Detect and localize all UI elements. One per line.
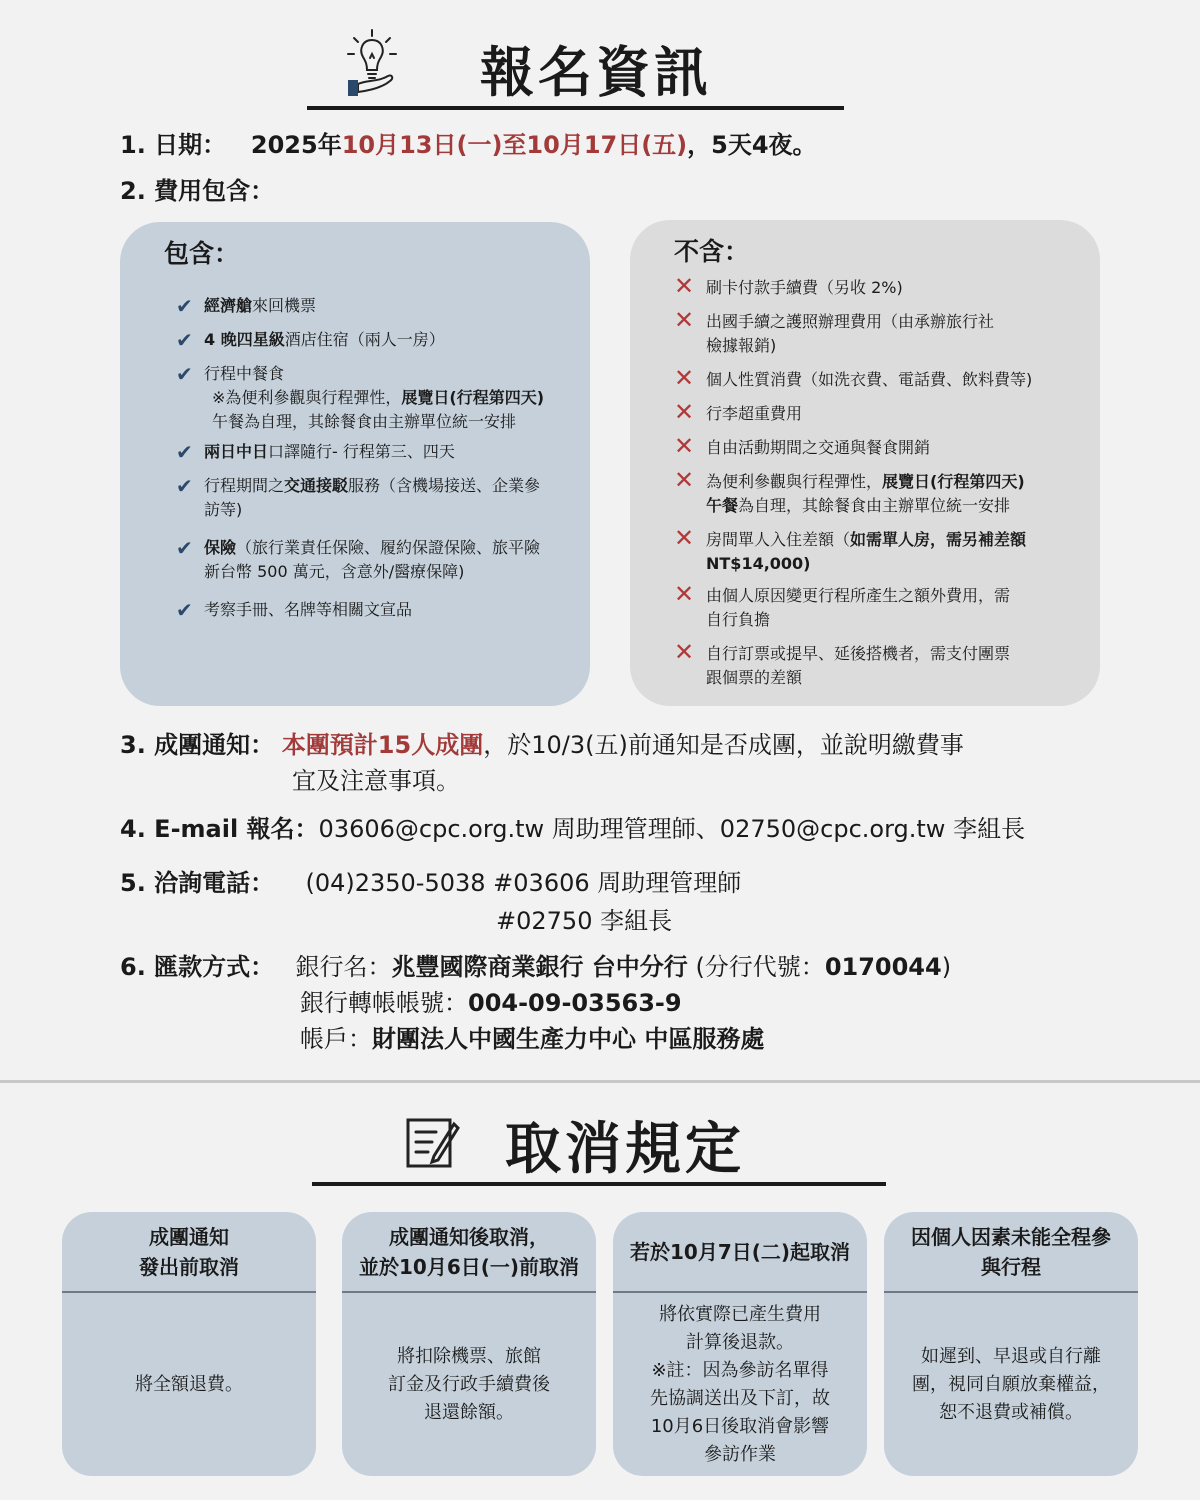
date-range: 10月13日(一)至10月17日(五) <box>341 131 688 159</box>
date-line <box>120 128 817 162</box>
title-underline <box>312 1182 886 1186</box>
date-suffix: ，5天4夜。 <box>687 131 817 159</box>
cancel-card-body: 將扣除機票、旅館 訂金及行政手續費後 退還餘額。 <box>388 1346 550 1423</box>
included-item: ✔ 4 晚四星級酒店住宿（兩人一房） <box>176 328 445 352</box>
phone-label: 5. 洽詢電話： <box>120 869 275 897</box>
phone-line <box>120 866 741 900</box>
excluded-item: ✕ 行李超重費用 <box>674 398 803 426</box>
cancel-card-body: 將依實際已產生費用 計算後退款。 ※註：因為參訪名單得 先協調送出及下訂，故 10月6日後取消會影響 參訪作業 <box>650 1304 830 1465</box>
checkmark-icon: ✔ <box>176 440 193 464</box>
fee-label: 2. 費用包含： <box>120 177 275 205</box>
payment-line: 6. 匯款方式： 銀行名：兆豐國際商業銀行 台中分行 (分行代號：0170044) <box>120 953 952 981</box>
holder-line: 帳戶：財團法人中國生產力中心 中區服務處 <box>300 1025 765 1053</box>
cross-icon: ✕ <box>674 638 695 666</box>
email-line <box>120 812 1025 846</box>
excluded-item: ✕ 出國手續之護照辦理費用（由承辦旅行社 檢據報銷) <box>674 306 995 355</box>
checkmark-icon: ✔ <box>176 536 193 560</box>
account-line: 銀行轉帳帳號：004-09-03563-9 <box>300 989 682 1017</box>
cancel-card <box>613 1212 867 1476</box>
payment-label: 6. 匯款方式： <box>120 953 275 981</box>
account-holder: 財團法人中國生產力中心 中區服務處 <box>372 1025 765 1053</box>
cancel-card <box>342 1212 596 1476</box>
cancel-card-body: 將全額退費。 <box>135 1374 243 1395</box>
cancel-card-head: 若於10月7日(二)起取消 <box>629 1240 851 1264</box>
cancel-card <box>884 1212 1138 1476</box>
phone-extension: #02750 李組長 <box>496 907 673 935</box>
cancel-card-head: 因個人因素未能全程參 與行程 <box>911 1225 1111 1279</box>
excluded-heading: 不含： <box>674 237 750 266</box>
date-label: 1. 日期： <box>120 131 227 159</box>
bank-name: 兆豐國際商業銀行 台中分行 <box>391 953 688 981</box>
excluded-item: ✕ 房間單人入住差額（如需單人房，需另補差額 NT$14,000) <box>674 524 1027 573</box>
notice-highlight: 本團預計15人成團 <box>281 731 484 759</box>
email-text: 03606@cpc.org.tw 周助理管理師、02750@cpc.org.tw 李組長 <box>318 815 1026 843</box>
excluded-item: ✕ 為便利參觀與行程彈性，展覽日(行程第四天) 午餐為自理，其餘餐食由主辦單位統一安排 <box>674 466 1025 515</box>
included-item: ✔ 保險（旅行業責任保險、履約保證保險、旅平險 新台幣 500 萬元，含意外/醫療保障) <box>176 536 541 581</box>
email-label: 4. E-mail 報名： <box>120 815 319 843</box>
included-heading: 包含： <box>164 239 240 268</box>
cancel-card-head: 成團通知後取消， 並於10月6日(一)前取消 <box>358 1225 580 1279</box>
excluded-item: ✕ 自行訂票或提早、延後搭機者，需支付團票 跟個票的差額 <box>674 638 1011 687</box>
cross-icon: ✕ <box>674 398 695 426</box>
included-item: ✔ 行程期間之交通接駁服務（含機場接送、企業參 訪等) <box>176 474 541 519</box>
branch-code: 0170044 <box>824 953 942 981</box>
notice-label: 3. 成團通知： <box>120 731 275 759</box>
excluded-item: ✕ 由個人原因變更行程所產生之額外費用，需 自行負擔 <box>674 580 1011 629</box>
included-box <box>120 222 590 706</box>
excluded-item: ✕ 刷卡付款手續費（另收 2%) <box>674 272 903 300</box>
included-item: ✔ 行程中餐食 ※為便利參觀與行程彈性，展覽日(行程第四天) 午餐為自理，其餘餐食由主辦單位統一安排 <box>176 362 545 431</box>
date-year: 2025年 <box>250 131 342 159</box>
notice-line <box>120 728 964 762</box>
notice-text: ，於10/3(五)前通知是否成團，並說明繳費事 <box>483 731 964 759</box>
cross-icon: ✕ <box>674 306 695 334</box>
cancel-card-body: 如遲到、早退或自行離 團，視同自願放棄權益， 恕不退費或補償。 <box>912 1346 1110 1423</box>
cancel-card <box>62 1212 316 1476</box>
cancel-card-head: 成團通知 發出前取消 <box>139 1225 239 1279</box>
section-divider <box>0 1080 1200 1083</box>
included-item: ✔ 經濟艙來回機票 <box>176 294 317 318</box>
checkmark-icon: ✔ <box>176 328 193 352</box>
cross-icon: ✕ <box>674 272 695 300</box>
cross-icon: ✕ <box>674 364 695 392</box>
excluded-item: ✕ 自由活動期間之交通與餐食開銷 <box>674 432 931 460</box>
checkmark-icon: ✔ <box>176 474 193 498</box>
registration-title: 報名資訊 <box>480 41 712 104</box>
cross-icon: ✕ <box>674 524 695 552</box>
excluded-box <box>630 220 1100 706</box>
account-number: 004-09-03563-9 <box>468 989 682 1017</box>
cross-icon: ✕ <box>674 466 695 494</box>
excluded-item: ✕ 個人性質消費（如洗衣費、電話費、飲料費等) <box>674 364 1033 392</box>
cross-icon: ✕ <box>674 432 695 460</box>
lightbulb-hand-icon <box>344 28 400 98</box>
included-item: ✔ 兩日中日口譯隨行- 行程第三、四天 <box>176 440 455 464</box>
included-item: ✔ 考察手冊、名牌等相關文宣品 <box>176 598 413 622</box>
checkmark-icon: ✔ <box>176 294 193 318</box>
cross-icon: ✕ <box>674 580 695 608</box>
checkmark-icon: ✔ <box>176 362 193 386</box>
title-underline <box>307 106 844 110</box>
cancellation-title: 取消規定 <box>505 1117 745 1182</box>
notepad-pen-icon <box>404 1112 460 1170</box>
notice-line2: 宜及注意事項。 <box>292 767 460 795</box>
checkmark-icon: ✔ <box>176 598 193 622</box>
phone-number: (04)2350-5038 #03606 周助理管理師 <box>305 869 742 897</box>
